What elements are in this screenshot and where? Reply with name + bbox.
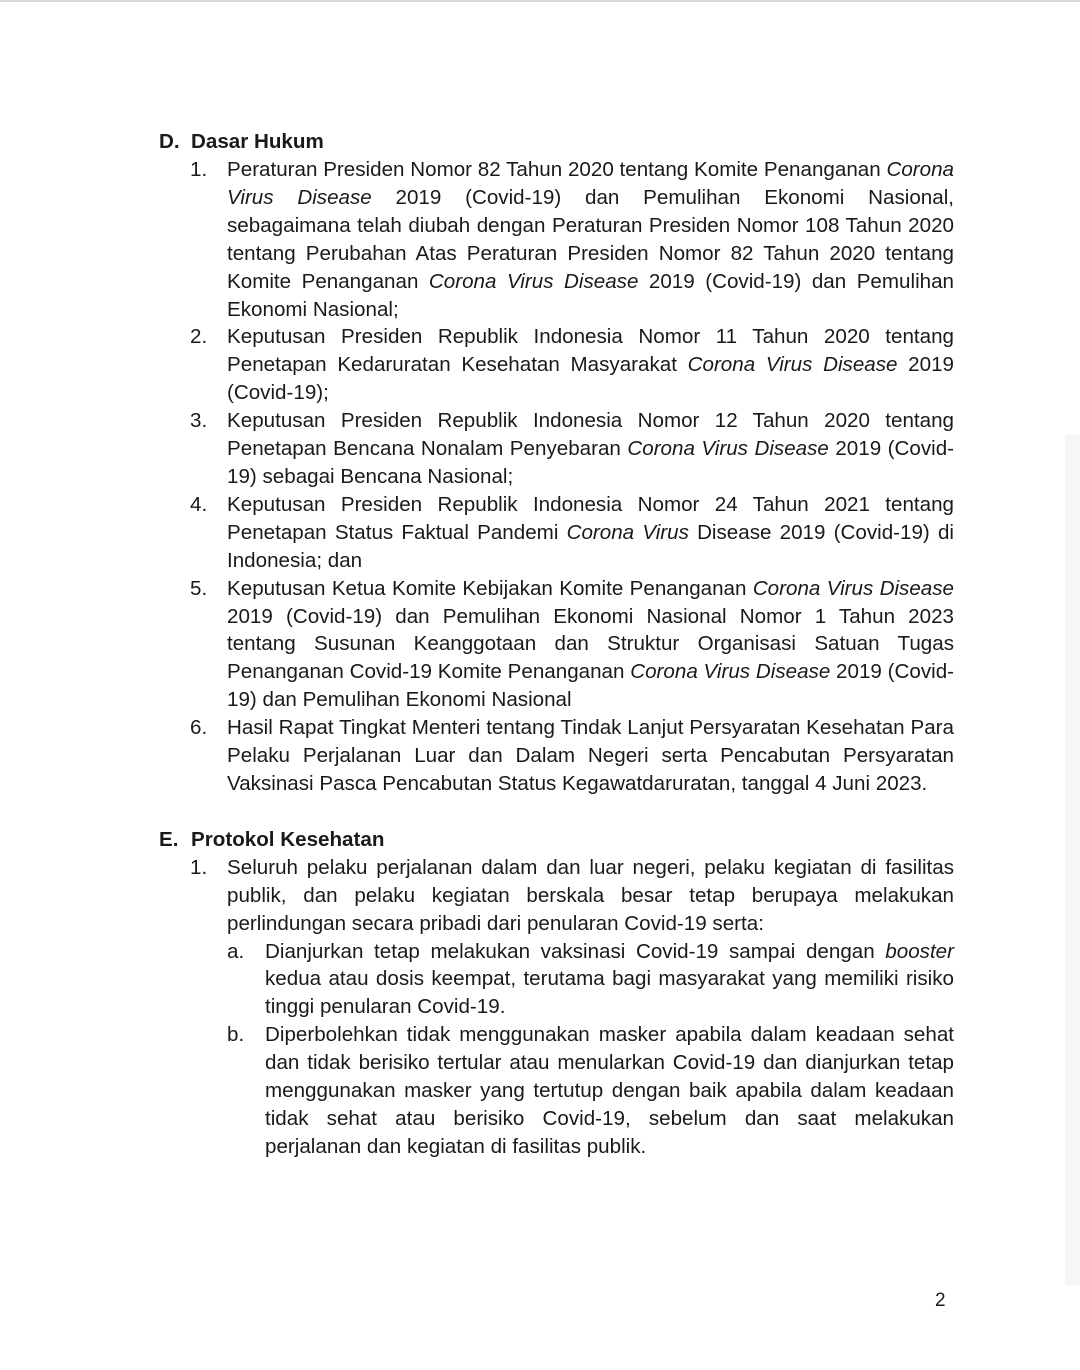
text-run: Disease 2019 (Covid-19) di Indonesia; dan bbox=[227, 520, 955, 572]
italic-term: Corona Virus Disease bbox=[752, 576, 954, 600]
sub-item-letter: a. bbox=[227, 939, 245, 963]
item-text bbox=[227, 491, 954, 575]
text-run: Keputusan Presiden Republik Indonesia Nomor 24 Tahun 2021 tentang Penetapan Status Faktual Pandemi bbox=[227, 492, 954, 544]
top-divider bbox=[0, 0, 1080, 2]
list-item bbox=[190, 575, 954, 715]
list-item bbox=[190, 156, 954, 323]
text-run: 2019 (Covid-19) dan Pemulihan Ekonomi Nasional Nomor 1 Tahun 2023 tentang Susunan Keanggotaan dan Struktur Organisasi Satuan Tugas Penanganan Covid-19 Komite Penanganan bbox=[227, 604, 954, 684]
section-title: Dasar Hukum bbox=[191, 130, 324, 153]
section-letter: E. bbox=[159, 827, 179, 851]
item-number: 2. bbox=[190, 325, 208, 349]
italic-term: Corona Virus Disease bbox=[428, 269, 639, 293]
item-text bbox=[227, 407, 954, 491]
item-number: 5. bbox=[190, 576, 208, 600]
section-e-list bbox=[190, 854, 954, 1161]
text-run: 2019 (Covid-19); bbox=[227, 353, 954, 405]
italic-term: Corona Virus Disease bbox=[687, 353, 898, 377]
section-title: Protokol Kesehatan bbox=[191, 827, 385, 851]
section-spacer bbox=[159, 798, 954, 826]
sub-item-text bbox=[265, 938, 954, 1022]
list-item bbox=[190, 491, 954, 575]
sub-item-letter: b. bbox=[227, 1023, 245, 1047]
scrollbar-track[interactable] bbox=[1065, 435, 1080, 1285]
page-number: 2 bbox=[935, 1290, 946, 1311]
italic-term: Corona Virus Disease bbox=[227, 158, 954, 209]
item-text bbox=[227, 156, 954, 323]
text-run: Peraturan Presiden Nomor 82 Tahun 2020 tentang Komite Penanganan bbox=[227, 158, 887, 181]
item-number: 4. bbox=[190, 492, 208, 516]
italic-term: Corona Virus bbox=[566, 520, 689, 544]
text-run: Keputusan Presiden Republik Indonesia Nomor 12 Tahun 2020 tentang Penetapan Bencana Nonalam Penyebaran bbox=[227, 409, 954, 461]
list-item bbox=[190, 854, 954, 1161]
text-run: 2019 (Covid-19) dan Pemulihan Ekonomi Nasional, sebagaimana telah diubah dengan Peraturan Presiden Nomor 108 Tahun 2020 tentang Perubahan Atas Peraturan Presiden Nomor 82 Tahun 2020 tentang Komite Penanganan bbox=[227, 185, 955, 293]
italic-term: Corona Virus Disease bbox=[630, 660, 831, 684]
section-letter: D. bbox=[159, 130, 180, 153]
sub-item bbox=[227, 938, 954, 1022]
text-run: Keputusan Ketua Komite Kebijakan Komite Penanganan bbox=[227, 576, 753, 600]
section-d-list bbox=[190, 156, 954, 798]
section-e-heading bbox=[159, 826, 954, 854]
item-text: Seluruh pelaku perjalanan dalam dan luar negeri, pelaku kegiatan di fasilitas publik, dan pelaku kegiatan berskala besar tetap berupaya melakukan perlindungan secara pribadi dari penularan Covid-19 serta: bbox=[227, 855, 954, 935]
item-text bbox=[227, 323, 954, 407]
item-text bbox=[227, 575, 954, 715]
text-run: 2019 (Covid-19) dan Pemulihan Ekonomi Nasional bbox=[227, 660, 955, 712]
list-item bbox=[190, 323, 954, 407]
item-number: 3. bbox=[190, 409, 208, 433]
text-run: Dianjurkan tetap melakukan vaksinasi Covid-19 sampai dengan bbox=[265, 939, 886, 963]
list-item bbox=[190, 407, 954, 491]
sub-item bbox=[227, 1021, 954, 1161]
item-content bbox=[227, 854, 954, 1161]
text-run: Keputusan Presiden Republik Indonesia Nomor 11 Tahun 2020 tentang Penetapan Kedaruratan Kesehatan Masyarakat bbox=[227, 325, 954, 377]
item-number: 6. bbox=[190, 716, 208, 740]
item-number: 1. bbox=[190, 158, 208, 181]
section-d-heading bbox=[159, 128, 954, 156]
italic-term: booster bbox=[885, 939, 954, 963]
italic-term: Corona Virus Disease bbox=[627, 437, 829, 461]
text-run: 2019 (Covid-19) dan Pemulihan Ekonomi Nasional; bbox=[227, 269, 955, 321]
list-item bbox=[190, 714, 954, 798]
item-text: Hasil Rapat Tingkat Menteri tentang Tindak Lanjut Persyaratan Kesehatan Para Pelaku Perjalanan Luar dan Dalam Negeri serta Pencabutan Persyaratan Vaksinasi Pasca Pencabutan Status Kegawatdaruratan, tanggal 4 Juni 2023. bbox=[227, 716, 954, 795]
text-run: 2019 (Covid-19) sebagai Bencana Nasional; bbox=[227, 437, 955, 488]
sub-item-text: Diperbolehkan tidak menggunakan masker apabila dalam keadaan sehat dan tidak berisiko tertular atau menularkan Covid-19 dan dianjurkan tetap menggunakan masker yang tertutup dengan baik apabila dalam keadaan tidak sehat atau berisiko Covid-19, sebelum dan saat melakukan perjalanan dan kegiatan di fasilitas publik. bbox=[265, 1023, 954, 1158]
text-run: kedua atau dosis keempat, terutama bagi masyarakat yang memiliki risiko tinggi penularan Covid-19. bbox=[265, 967, 954, 1019]
document-page bbox=[159, 128, 954, 1161]
item-number: 1. bbox=[190, 855, 208, 879]
